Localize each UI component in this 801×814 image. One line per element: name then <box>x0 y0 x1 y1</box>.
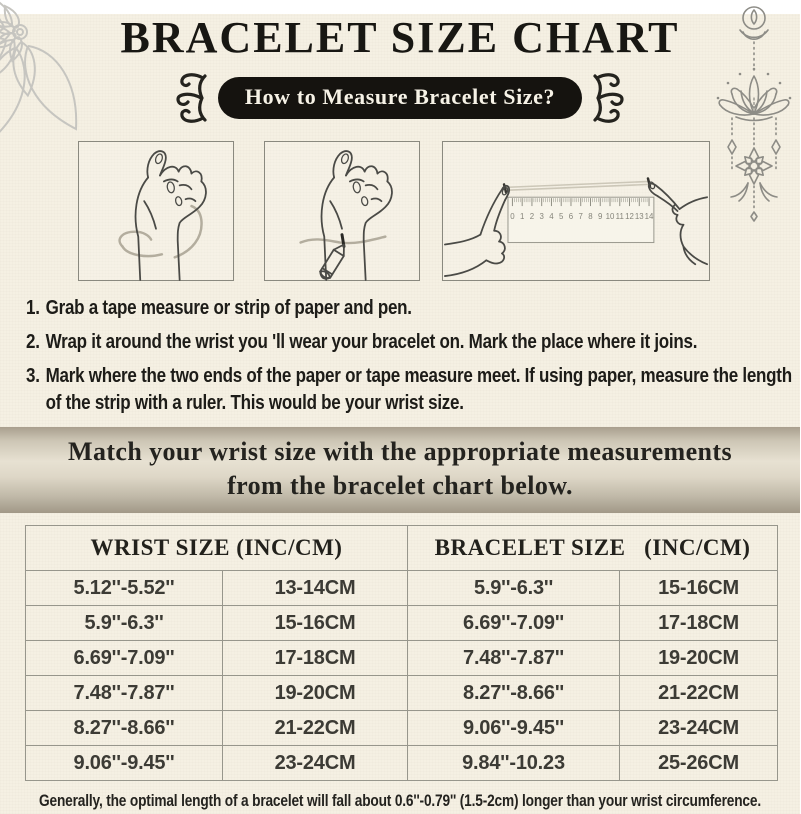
table-cell: 15-16CM <box>620 571 778 606</box>
bracelet-size-header: BRACELET SIZE (INC/CM) <box>408 526 778 571</box>
lotus-hanging-ornament-icon <box>696 14 796 226</box>
step-item <box>26 295 801 322</box>
svg-text:5: 5 <box>559 212 564 222</box>
table-cell: 5.12''-5.52'' <box>26 571 223 606</box>
banner-line1: Match your wrist size with the appropriate measurements <box>68 436 732 466</box>
match-banner <box>0 427 800 514</box>
step-item <box>26 363 801 417</box>
step-text: Wrap it around the wrist you 'll wear your bracelet on. Mark the place where it joins. <box>45 331 698 354</box>
table-cell: 9.06''-9.45'' <box>26 746 223 781</box>
table-cell: 21-22CM <box>223 711 408 746</box>
step-text: Mark where the two ends of the paper or tape measure meet. If using paper, measure the length of the strip with a ruler. This would be your wrist size. <box>45 364 792 414</box>
curly-bracket-left-icon <box>172 71 206 125</box>
table-cell: 6.69''-7.09'' <box>26 641 223 676</box>
hands-with-ruler-illustration <box>443 142 709 280</box>
step-text: Grab a tape measure or strip of paper and pen. <box>45 297 412 320</box>
table-cell: 25-26CM <box>620 746 778 781</box>
size-table-body <box>26 571 778 781</box>
table-cell: 5.9''-6.3'' <box>26 606 223 641</box>
footer-note: Generally, the optimal length of a bracelet will fall about 0.6''-0.79'' (1.5-2cm) longer than your wrist circumference. <box>39 792 761 811</box>
table-row <box>26 746 778 781</box>
table-cell: 17-18CM <box>223 641 408 676</box>
table-cell: 9.84''-10.23 <box>408 746 620 781</box>
svg-text:1: 1 <box>519 212 525 222</box>
table-cell: 17-18CM <box>620 606 778 641</box>
table-cell: 6.69''-7.09'' <box>408 606 620 641</box>
step-number: 1. <box>26 297 40 320</box>
svg-text:13: 13 <box>634 212 644 222</box>
fist-with-pen-illustration <box>265 142 419 280</box>
banner-line2: from the bracelet chart below. <box>227 470 573 500</box>
illustration-mark-pen <box>264 141 420 281</box>
svg-text:9: 9 <box>598 212 603 222</box>
svg-text:12: 12 <box>625 212 634 222</box>
table-cell: 13-14CM <box>223 571 408 606</box>
table-cell: 7.48''-7.87'' <box>408 641 620 676</box>
bracelet-size-chart-infographic <box>0 14 800 814</box>
table-cell: 8.27''-8.66'' <box>26 711 223 746</box>
svg-text:2: 2 <box>529 212 535 222</box>
svg-text:7: 7 <box>578 212 583 222</box>
svg-text:11: 11 <box>615 212 624 222</box>
table-cell: 9.06''-9.45'' <box>408 711 620 746</box>
table-cell: 23-24CM <box>223 746 408 781</box>
illustration-measure-ruler <box>442 141 710 281</box>
table-cell: 19-20CM <box>223 676 408 711</box>
ruler-numbers <box>510 212 654 221</box>
table-cell: 19-20CM <box>620 641 778 676</box>
illustration-row <box>78 141 800 281</box>
size-table <box>25 525 778 781</box>
mandala-flower-icon <box>0 14 150 164</box>
page-title: BRACELET SIZE CHART <box>120 13 680 62</box>
svg-text:14: 14 <box>644 212 654 222</box>
svg-text:8: 8 <box>588 212 593 222</box>
steps-list <box>26 295 801 416</box>
svg-text:4: 4 <box>549 212 554 222</box>
table-row <box>26 711 778 746</box>
table-cell: 23-24CM <box>620 711 778 746</box>
table-cell: 21-22CM <box>620 676 778 711</box>
curly-bracket-right-icon <box>594 71 628 125</box>
table-row <box>26 641 778 676</box>
table-cell: 5.9''-6.3'' <box>408 571 620 606</box>
wrist-size-header: WRIST SIZE (INC/CM) <box>26 526 408 571</box>
step-number: 2. <box>26 331 40 354</box>
step-item <box>26 329 801 356</box>
svg-text:0: 0 <box>510 212 515 222</box>
table-row <box>26 676 778 711</box>
step-number: 3. <box>26 364 40 387</box>
table-row <box>26 571 778 606</box>
table-cell: 7.48''-7.87'' <box>26 676 223 711</box>
table-row <box>26 606 778 641</box>
table-cell: 8.27''-8.66'' <box>408 676 620 711</box>
svg-text:3: 3 <box>539 212 544 222</box>
how-to-measure-badge: How to Measure Bracelet Size? <box>218 77 582 119</box>
svg-text:6: 6 <box>568 212 574 222</box>
svg-text:10: 10 <box>605 212 615 222</box>
table-header-row <box>26 526 778 571</box>
table-cell: 15-16CM <box>223 606 408 641</box>
